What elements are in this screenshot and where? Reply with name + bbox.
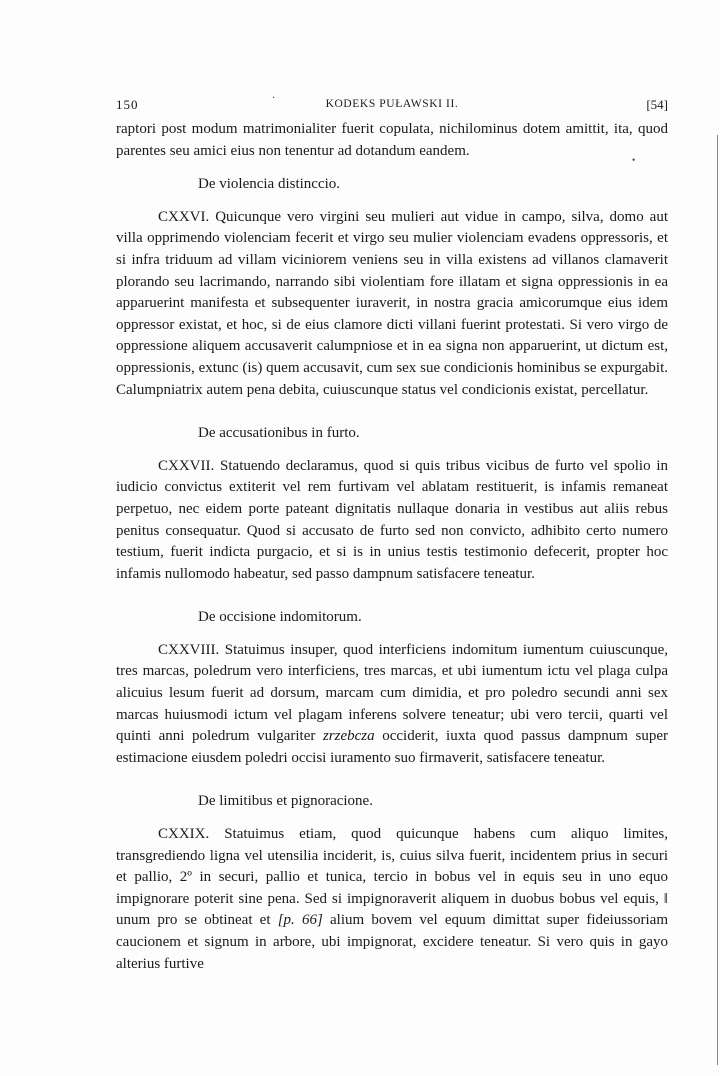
section-heading: De occisione indomitorum. [198,609,362,626]
article-text: Statuimus etiam, quod quicunque habens cum aliquo limites, transgrediendo ligna vel utensilia inciderit, is, cuius silva fuerit, incidentem prius in securi et pallio, 2º in securi, pallio et tunica, tercio in bobus vel in equis seu in uno equo impignorare poterit sine pena. Sed si impignoraverit aliquem in duobus bobus vel equis, ‖ unum pro se obtineat et [116,826,668,929]
section-heading: De accusationibus in furto. [198,425,360,442]
article-paragraph [116,640,668,770]
article-text: occiderit, iuxta quod passus dampnum super estimacione eiusdem poledri occisi iuramento suo firmaverit, satisfacere teneatur. [116,728,669,766]
running-title: KODEKS PUŁAWSKI II. [325,98,459,110]
section-heading: De limitibus et pignoracione. [198,793,373,810]
page-body [116,119,668,975]
vernacular-word: zrzebcza [322,728,375,745]
article-numeral: CXXIX. [158,826,210,843]
section-heading: De violencia distinccio. [198,176,341,193]
article-paragraph [116,824,668,975]
article-text: alium bovem vel equum dimittat super fideiussoriam caucionem et signum in arbore, ubi impignorat, excidere teneatur. Si vero quis in gayo alterius furtive [116,912,668,972]
article-numeral: CXXVII. [158,457,215,474]
article-paragraph [116,207,668,401]
signature-mark: [54] [646,97,668,112]
running-header [116,93,668,117]
article-numeral: CXXVI. [158,208,210,225]
page-number: 150 [116,97,139,112]
article-numeral: CXXVIII. [158,641,220,658]
article-text: Statuendo declaramus, quod si quis tribus vicibus de furto vel spolio in iudicio convictus extiterit vel rem furtivam vel ablatam restituerit, is infamis remaneat perpetuo, nec eidem porte pateant dignitatis nullaque donaria in vestibus aut aliis rebus penitus consequatur. Quod si accusato de furto sed non convicto, adhibito certo numero testium, fuerit indicta purgacio, et si is in unius testis testimonio defecerit, propter hoc infamis nullomodo habeatur, sed passo dampnum satisfacere teneatur. [116,457,669,582]
intro-paragraph: raptori post modum matrimonialiter fuerit copulata, nichilominus dotem amittit, ita, quod parentes seu amici eius non tenentur ad dotandum eandem. [116,121,668,159]
page-marker: [p. 66] [277,912,323,929]
stray-mark: · [272,93,276,104]
article-text: Statuimus insuper, quod interficiens indomitum iumentum cuiuscunque, tres marcas, poledrum vero interficiens, tres marcas, et ubi iumentum ictu vel plaga culpa alicuius lesum fuerit ad dorsum, marcam cum dimidia, et pro poledro secundi anni sex marcas huiusmodi ictum vel plagam inferens solvere teneatur; ubi vero tercii, quarti vel quinti anni poledrum vulgariter [116,641,668,745]
scan-edge-line [717,135,718,1065]
article-text: Quicunque vero virgini seu mulieri aut vidue in campo, silva, domo aut villa opprimendo violenciam fecerit et virgo seu mulier violenciam evadens oppressoris, et si infra triduum ad villam viciniorem veniens seu in villa existens ad villanos clamaverit plorando seu lacrimando, narrando sibi violentiam fore illatam et signa oppressionis in ea apparuerint manifesta et subsequenter iuraverit, in nostra gracia amicorumque eius idem oppressor existat, et hoc, si de eius clamore dicti villani fuerint protestati. Si vero virgo de oppressione aliquem accusaverit calumpniose et in ea signa non apparuerint, ut dictum est, oppressionis, extunc (is) quem accusavit, cum sex sue condicionis hominibus se expurgabit. Calumpniatrix autem pena debita, cuiuscunque status vel condicionis existat, percellatur. [116,208,668,398]
article-paragraph [116,456,668,586]
stray-mark: • [632,155,636,165]
